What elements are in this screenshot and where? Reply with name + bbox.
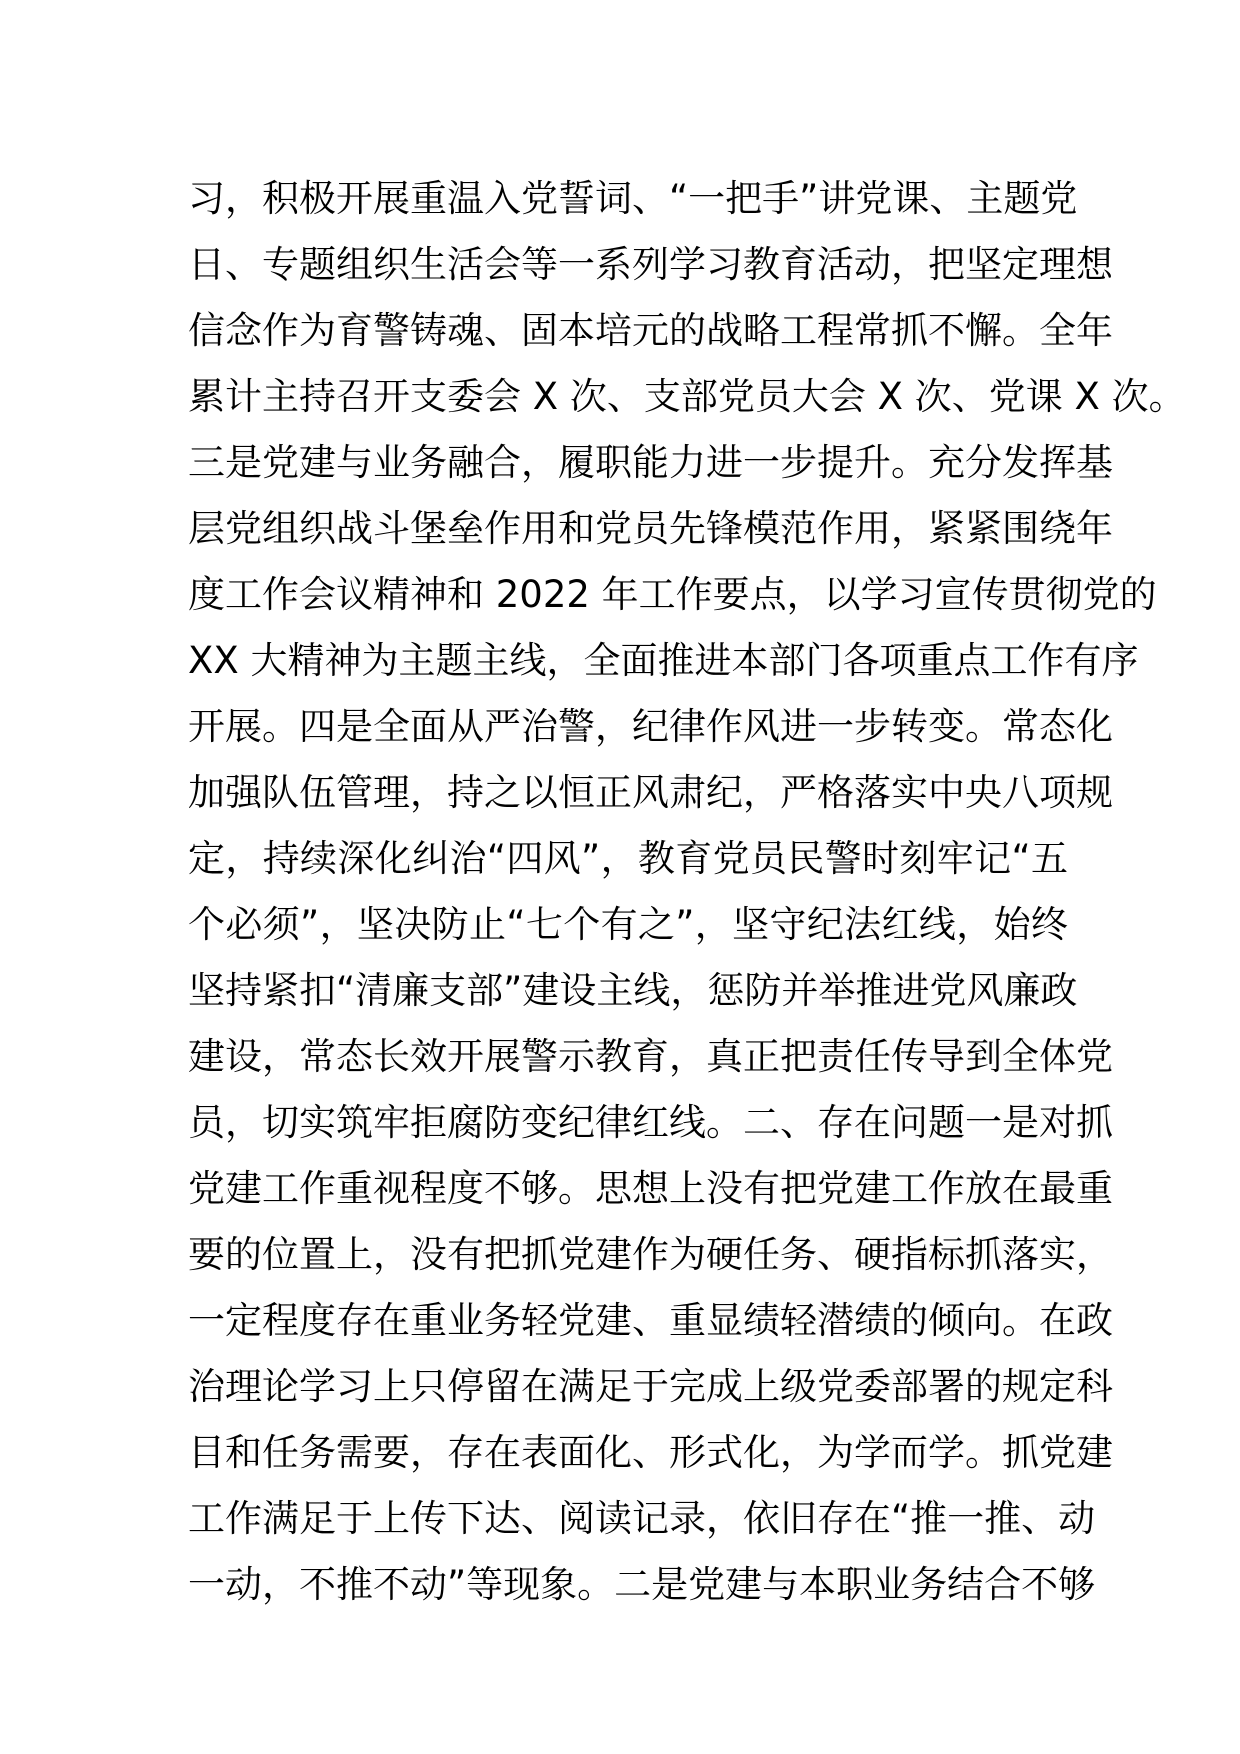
text-line: 个必须”，坚决防止“七个有之”，坚守纪法红线，始终 [188,903,1068,946]
text-line: 建设，常态长效开展警示教育，真正把责任传导到全体党 [188,1035,1113,1078]
text-line: 层党组织战斗堡垒作用和党员先锋模范作用，紧紧围绕年 [188,507,1113,550]
text-line: 工作满足于上传下达、阅读记录，依旧存在“推一推、动 [188,1497,1096,1540]
text-line: XX 大精神为主题主线，全面推进本部门各项重点工作有序 [188,639,1139,682]
text-line: 习，积极开展重温入党誓词、“一把手”讲党课、主题党 [188,177,1078,220]
text-line: 日、专题组织生活会等一系列学习教育活动，把坚定理想 [188,243,1113,286]
text-line: 坚持紧扣“清廉支部”建设主线，惩防并举推进党风廉政 [188,969,1078,1012]
text-line: 员，切实筑牢拒腐防变纪律红线。二、存在问题一是对抓 [188,1101,1113,1144]
text-line: 信念作为育警铸魂、固本培元的战略工程常抓不懈。全年 [188,309,1113,352]
text-line: 开展。四是全面从严治警，纪律作风进一步转变。常态化 [188,705,1113,748]
text-line: 目和任务需要，存在表面化、形式化，为学而学。抓党建 [188,1431,1113,1474]
text-line: 党建工作重视程度不够。思想上没有把党建工作放在最重 [188,1167,1113,1210]
body-text [188,166,1186,1618]
text-line: 一定程度存在重业务轻党建、重显绩轻潜绩的倾向。在政 [188,1299,1113,1342]
text-line: 三是党建与业务融合，履职能力进一步提升。充分发挥基 [188,441,1113,484]
text-line: 累计主持召开支委会 X 次、支部党员大会 X 次、党课 X 次。 [188,375,1186,418]
text-line: 一动，不推不动”等现象。二是党建与本职业务结合不够 [188,1563,1096,1606]
text-line: 要的位置上，没有把抓党建作为硬任务、硬指标抓落实， [188,1233,1113,1276]
text-line: 度工作会议精神和 2022 年工作要点，以学习宣传贯彻党的 [188,573,1157,616]
text-line: 治理论学习上只停留在满足于完成上级党委部署的规定科 [188,1365,1113,1408]
text-line: 加强队伍管理，持之以恒正风肃纪，严格落实中央八项规 [188,771,1113,814]
text-line: 定，持续深化纠治“四风”，教育党员民警时刻牢记“五 [188,837,1068,880]
